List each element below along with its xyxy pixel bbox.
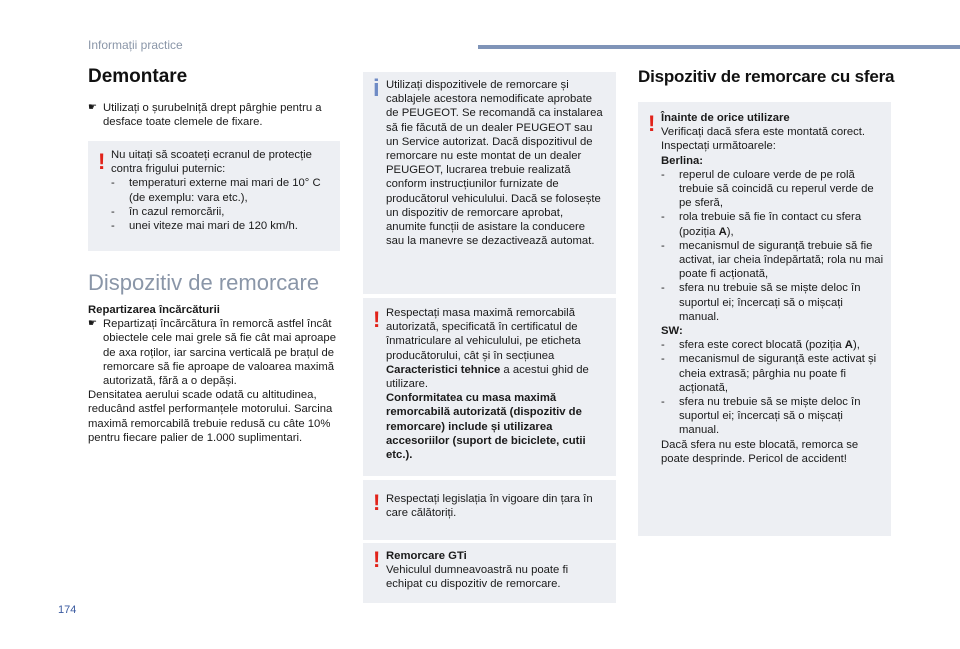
subheading-repartizare: Repartizarea încărcăturii xyxy=(88,304,220,316)
warning-exclamation-icon: ! xyxy=(373,490,381,515)
list-item: - sfera nu trebuie să se miște deloc în suportul ei; încercați să o mișcați manual. xyxy=(661,282,861,323)
page-number: 174 xyxy=(58,604,77,616)
sfera-outro: Dacă sfera nu este blocată, remorca se poate desprinde. Pericol de accident! xyxy=(661,438,859,465)
warning-box-mass xyxy=(363,298,616,476)
arrow-bullet-icon: ☛ xyxy=(88,318,97,330)
warning-title: Înainte de orice utilizare xyxy=(661,112,790,124)
list-item: - în cazul remorcării, xyxy=(111,205,225,218)
warning-text: Respectați masa maximă remorcabilă autorizată, specificată în certificatul de înmatriculare al vehiculului, pe eticheta producătorului, cât și în secțiunea Caracteristici tehnice a acestui ghid de utilizare. xyxy=(386,307,589,391)
warning-text: Nu uitați să scoateți ecranul de protecție contra frigului puternic: xyxy=(111,149,312,176)
section-header: Informații practice xyxy=(88,38,183,52)
warning-exclamation-icon: ! xyxy=(98,149,106,174)
list-item: - temperaturi externe mai mari de 10° C (de exemplu: vara etc.), xyxy=(111,177,321,204)
heading-demontare: Demontare xyxy=(88,66,188,87)
info-box-approved-devices xyxy=(363,72,616,294)
warning-bold-text: Conformitatea cu masa maximă remorcabilă autorizată (dispozitiv de remorcare) include și utilizarea accesoriilor (suport de biciclete, cutii etc.). xyxy=(386,392,586,462)
list-item: - mecanismul de siguranță trebuie să fie activat, iar cheia îndepărtată; rola nu mai poate fi acționată, xyxy=(661,239,884,281)
sw-label: SW: xyxy=(661,325,683,338)
header-rule xyxy=(478,45,960,49)
gti-text: Vehiculul dumneavoastră nu poate fi echipat cu dispozitiv de remorcare. xyxy=(386,564,569,591)
list-item: - rola trebuie să fie în contact cu sfera (poziția A), xyxy=(661,211,862,238)
warning-exclamation-icon: ! xyxy=(648,111,656,136)
heading-dispozitiv: Dispozitiv de remorcare xyxy=(88,270,320,295)
arrow-bullet-icon: ☛ xyxy=(88,102,97,113)
sfera-intro: Verificați dacă sfera este montată corect. Inspectați următoarele: xyxy=(661,126,866,153)
warning-text: Respectați legislația în vigoare din țara în care călătoriți. xyxy=(386,493,593,520)
list-item: - unei viteze mai mari de 120 km/h. xyxy=(111,220,298,233)
list-item: - sfera este corect blocată (poziția A), xyxy=(661,339,860,352)
warning-box-sfera xyxy=(638,102,891,536)
rep-bullet-text: Repartizați încărcătura în remorcă astfel încât obiectele cele mai grele să fie cât mai aproape de axa roților, iar sarcina verticală pe brațul de remorcare să fie aproape de valoarea maximă autorizată, fără a o depăși. xyxy=(103,318,336,388)
list-item: - reperul de culoare verde de pe rolă trebuie să coincidă cu reperul verde de pe sferă, xyxy=(661,168,874,210)
berlina-label: Berlina: xyxy=(661,154,704,167)
info-exclamation-icon: i xyxy=(373,75,380,102)
warning-box-legislation xyxy=(363,480,616,540)
gti-title: Remorcare GTi xyxy=(386,550,467,562)
warning-box-protection xyxy=(88,141,340,251)
heading-sfera: Dispozitiv de remorcare cu sfera xyxy=(638,67,895,86)
warning-exclamation-icon: ! xyxy=(373,547,381,572)
altitude-paragraph: Densitatea aerului scade odată cu altitudinea, reducând astfel performanțele motorului. Sarcina maximă remorcabilă trebuie redusă cu câte 10% pentru fiecare palier de 1.000 suplimentari. xyxy=(88,389,333,444)
info-text: Utilizați dispozitivele de remorcare și cablajele acestora nemodificate aprobate de PEUGEOT. Se recomandă ca instalarea să fie făcută de un dealer PEUGEOT sau un Service autorizat. Dacă dispozitivul de remorcare nu este montat de un dealer PEUGEOT, lucrarea trebuie realizată conform instrucțiunilor furnizate de producătorul vehiculului. Dacă se folosește un dispozitiv de remorcare aprobat, anumite funcții de asistare la conducere sau la manevre se dezactivează automat. xyxy=(386,79,603,248)
load-distribution-section xyxy=(88,303,343,445)
warning-box-gti xyxy=(363,543,616,603)
list-item: - sfera nu trebuie să se miște deloc în suportul ei; încercați să o mișcați manual. xyxy=(661,396,861,437)
list-item: - mecanismul de siguranță este activat și cheia extrasă; pârghia nu poate fi acționată, xyxy=(661,353,877,394)
warning-exclamation-icon: ! xyxy=(373,307,381,332)
demontare-bullet: ☛ Utilizați o șurubelniță drept pârghie pentru a desface toate clemele de fixare. xyxy=(88,102,322,129)
